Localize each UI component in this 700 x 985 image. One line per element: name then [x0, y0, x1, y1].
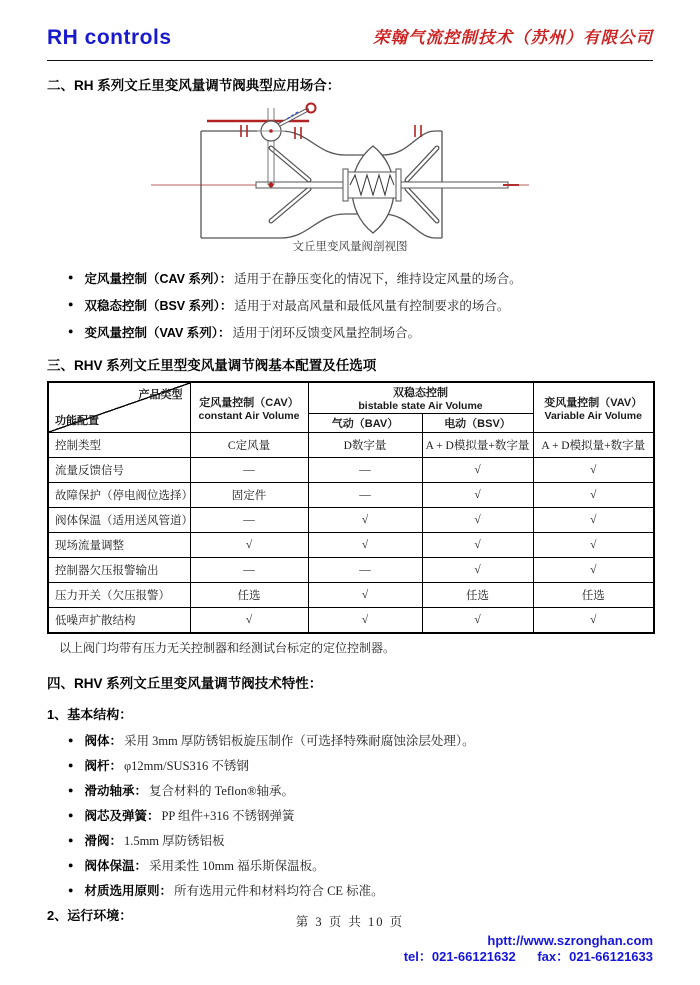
- cell-cav: √: [190, 533, 308, 558]
- cell-vav: √: [533, 458, 654, 483]
- list-item: [47, 828, 653, 853]
- bullet-text: 复合材料的 Teflon®轴承。: [148, 784, 295, 798]
- cell-cav: —: [190, 508, 308, 533]
- table-row: [48, 533, 654, 558]
- row-label: 低噪声扩散结构: [48, 608, 190, 633]
- table-corner-cell: [48, 382, 190, 433]
- cell-cav: —: [190, 458, 308, 483]
- row-label: 控制类型: [48, 433, 190, 458]
- cell-vav: √: [533, 608, 654, 633]
- table-row: [48, 558, 654, 583]
- bullet-icon: ●: [68, 272, 74, 282]
- cell-bsv: √: [422, 608, 533, 633]
- row-label: 压力开关（欠压报警）: [48, 583, 190, 608]
- bullet-icon: ●: [68, 884, 74, 895]
- tel-fax-line: [386, 949, 653, 965]
- table-row: [48, 483, 654, 508]
- subsection2-title: 2、运行环境：: [47, 907, 133, 923]
- column-header-bav: 气动（BAV）: [308, 414, 422, 433]
- cell-bsv: A + D模拟量+数字量: [422, 433, 533, 458]
- bistable-header-en: bistable state Air Volume: [358, 400, 483, 412]
- bullet-text: φ12mm/SUS316 不锈钢: [123, 759, 249, 773]
- row-label: 故障保护（停电阀位选择）: [48, 483, 190, 508]
- list-item: [47, 778, 653, 803]
- corner-label-product-type: 产品类型: [138, 389, 183, 401]
- bullet-text: 1.5mm 厚防锈铝板: [123, 834, 225, 848]
- cell-bav: √: [308, 608, 422, 633]
- diagram-figure: [47, 98, 653, 254]
- cell-cav: √: [190, 608, 308, 633]
- brand-logo: RH controls: [47, 26, 172, 49]
- list-item: [47, 853, 653, 878]
- venturi-valve-diagram: [151, 98, 551, 250]
- website-url: hptt://www.szronghan.com: [487, 933, 653, 948]
- bullet-text: 适用于闭环反馈变风量控制场合。: [232, 325, 421, 340]
- cell-vav: √: [533, 483, 654, 508]
- cell-bav: —: [308, 458, 422, 483]
- cell-bsv: √: [422, 483, 533, 508]
- list-item: [47, 878, 653, 903]
- bullet-label: 材质选用原则：: [84, 884, 172, 898]
- cell-bav: —: [308, 558, 422, 583]
- bullet-text: 采用柔性 10mm 福乐斯保温板。: [148, 859, 325, 873]
- bullet-label: 双稳态控制（BSV 系列）：: [84, 298, 233, 313]
- bullet-icon: ●: [68, 859, 74, 870]
- bullet-text: 所有选用元件和材料均符合 CE 标准。: [173, 884, 384, 898]
- bullet-label: 阀杆：: [84, 759, 122, 773]
- contact-block: [386, 933, 653, 964]
- bullet-icon: ●: [68, 809, 74, 820]
- bullet-label: 阀体：: [84, 734, 122, 748]
- bullet-label: 定风量控制（CAV 系列）：: [84, 271, 233, 286]
- cell-bsv: √: [422, 458, 533, 483]
- bullet-label: 变风量控制（VAV 系列）：: [84, 325, 231, 340]
- cell-bsv: √: [422, 508, 533, 533]
- list-item: [47, 803, 653, 828]
- tel-number: tel：021-66121632: [403, 948, 516, 964]
- bullet-label: 滑动轴承：: [84, 784, 147, 798]
- bullet-label: 阀体保温：: [84, 859, 147, 873]
- corner-label-function-config: 功能配置: [55, 415, 99, 427]
- cell-bsv: √: [422, 533, 533, 558]
- application-bullet-list: [47, 264, 653, 345]
- cav-header-en: constant Air Volume: [198, 409, 300, 422]
- cell-bsv: √: [422, 558, 533, 583]
- bullet-text: 适用于对最高风量和最低风量有控制要求的场合。: [234, 298, 510, 313]
- subsection1-title: 1、基本结构：: [47, 706, 133, 722]
- bullet-label: 阀芯及弹簧：: [84, 809, 160, 823]
- structure-bullet-list: [47, 728, 653, 903]
- cell-vav: √: [533, 508, 654, 533]
- row-label: 控制器欠压报警输出: [48, 558, 190, 583]
- list-item: [47, 728, 653, 753]
- list-item: [47, 318, 653, 345]
- row-label: 阀体保温（适用送风管道）: [48, 508, 190, 533]
- cell-vav: √: [533, 533, 654, 558]
- bullet-text: 采用 3mm 厚防锈铝板旋压制作（可选择特殊耐腐蚀涂层处理）。: [123, 734, 475, 748]
- bullet-icon: ●: [68, 834, 74, 845]
- cell-cav: 任选: [190, 583, 308, 608]
- table-row: [48, 508, 654, 533]
- column-header-bistable-group: [308, 382, 533, 414]
- row-label: 现场流量调整: [48, 533, 190, 558]
- vav-header-cn: 变风量控制（VAV）: [544, 396, 643, 409]
- cell-vav: A + D模拟量+数字量: [533, 433, 654, 458]
- table-row: [48, 608, 654, 633]
- diagram-caption: 文丘里变风量阀剖视图: [292, 241, 408, 253]
- configuration-table: [47, 381, 655, 634]
- cell-bsv: 任选: [422, 583, 533, 608]
- cell-bav: √: [308, 583, 422, 608]
- table-row: [48, 583, 654, 608]
- bullet-text: 适用于在静压变化的情况下，维持设定风量的场合。: [234, 271, 522, 286]
- cell-vav: √: [533, 558, 654, 583]
- cell-cav: C定风量: [190, 433, 308, 458]
- cell-bav: √: [308, 533, 422, 558]
- row-label: 流量反馈信号: [48, 458, 190, 483]
- cell-vav: 任选: [533, 583, 654, 608]
- page-header: [47, 24, 653, 61]
- vav-header-en: Variable Air Volume: [544, 409, 642, 422]
- table-note: 以上阀门均带有压力无关控制器和经测试台标定的定位控制器。: [59, 640, 396, 655]
- bistable-header-cn: 双稳态控制: [393, 387, 448, 399]
- table-row: [48, 458, 654, 483]
- list-item: [47, 264, 653, 291]
- column-header-vav: [533, 382, 654, 433]
- bullet-icon: ●: [68, 759, 74, 770]
- column-header-cav: [190, 382, 308, 433]
- column-header-bsv: 电动（BSV）: [422, 414, 533, 433]
- fax-number: fax：021-66121633: [537, 948, 653, 964]
- table-row: [48, 433, 654, 458]
- cell-bav: —: [308, 483, 422, 508]
- cell-bav: D数字量: [308, 433, 422, 458]
- bullet-icon: ●: [68, 326, 74, 336]
- section3-title: 三、RHV 系列文丘里型变风量调节阀基本配置及任选项: [47, 358, 377, 373]
- page-number: 第 3 页 共 10 页: [295, 915, 405, 929]
- cav-header-cn: 定风量控制（CAV）: [199, 396, 299, 409]
- section4-title: 四、RHV 系列文丘里变风量调节阀技术特性：: [47, 675, 323, 691]
- cell-cav: 固定件: [190, 483, 308, 508]
- cell-cav: —: [190, 558, 308, 583]
- bullet-label: 滑阀：: [84, 834, 122, 848]
- bullet-icon: ●: [68, 299, 74, 309]
- bullet-icon: ●: [68, 734, 74, 745]
- company-name: 荣翰气流控制技术（苏州）有限公司: [373, 28, 653, 47]
- bullet-icon: ●: [68, 784, 74, 795]
- bullet-text: PP 组件+316 不锈钢弹簧: [161, 809, 295, 823]
- section2-title: 二、RH 系列文丘里变风量调节阀典型应用场合：: [47, 78, 341, 93]
- list-item: [47, 753, 653, 778]
- cell-bav: √: [308, 508, 422, 533]
- list-item: [47, 291, 653, 318]
